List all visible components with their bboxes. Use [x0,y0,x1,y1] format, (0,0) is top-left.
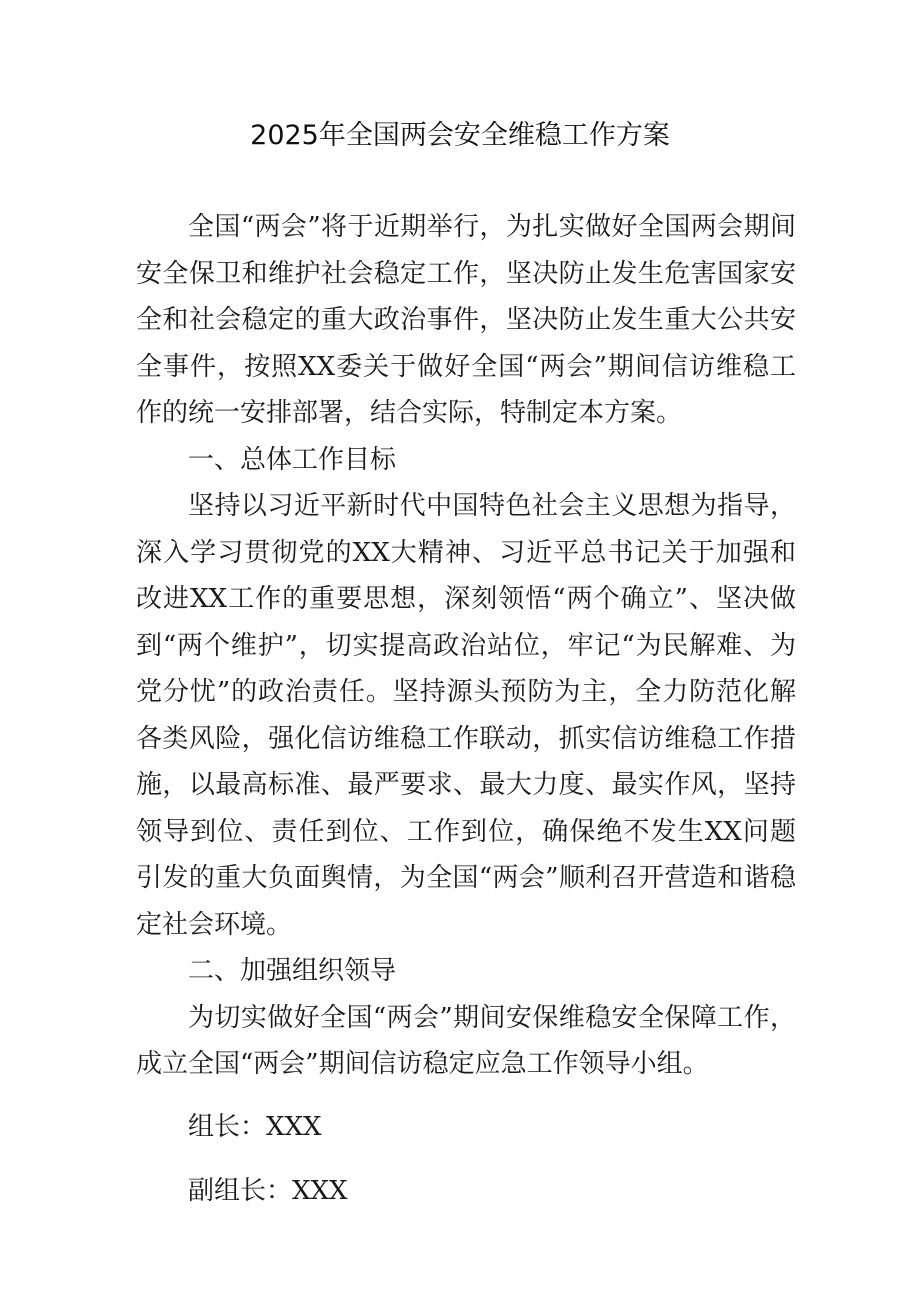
deputy-leader-line: 副组长：XXX [188,1175,348,1206]
document-title: 2025年全国两会安全维稳工作方案 [250,120,670,151]
section-heading-2: 二、加强组织领导 [188,956,397,986]
intro-paragraph: 全国“两会”将于近期举行，为扎实做好全国两会期间安全保卫和维护社会稳定工作，坚决防止发生危害国家安全和社会稳定的重大政治事件，坚决防止发生重大公共安全事件，按照XX委关于做好全国“两会”期间信访维稳工作的统一安排部署，结合实际，特制定本方案。 [136,212,796,428]
leader-line: 组长：XXX [188,1111,322,1142]
goal-paragraph: 坚持以习近平新时代中国特色社会主义思想为指导，深入学习贯彻党的XX大精神、习近平总书记关于加强和改进XX工作的重要思想，深刻领悟“两个确立”、坚决做到“两个维护”，切实提高政治站位，牢记“为民解难、为党分忧”的政治责任。坚持源头预防为主，全力防范化解各类风险，强化信访维稳工作联动，抓实信访维稳工作措施，以最高标准、最严要求、最大力度、最实作风，坚持领导到位、责任到位、工作到位，确保绝不发生XX问题引发的重大负面舆情，为全国“两会”顺利召开营造和谐稳定社会环境。 [136,491,796,940]
document-body [136,204,796,1216]
section-heading-1: 一、总体工作目标 [188,444,397,475]
organization-paragraph: 为切实做好全国“两会”期间安保维稳安全保障工作，成立全国“两会”期间信访稳定应急工作领导小组。 [136,1002,796,1079]
